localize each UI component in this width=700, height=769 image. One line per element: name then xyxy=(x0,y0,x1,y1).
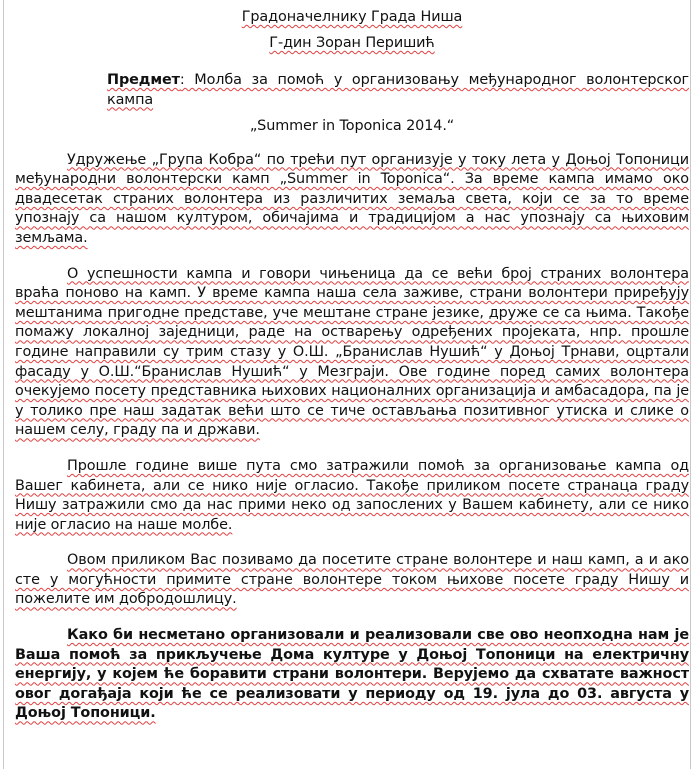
paragraph-intro xyxy=(15,151,689,249)
paragraph-previous-requests xyxy=(15,457,689,535)
addressee-line xyxy=(15,8,689,34)
subject-line xyxy=(15,71,689,107)
addressee-text: Градоначелнику Града Ниша xyxy=(241,9,463,25)
paragraph-request-text: Како би несметано организовали и реализовали све ово неопходна нам је Ваша помоћ за прикључење Дома културе у Доњој Топоници на електричну енергију, у којем ће боравити страни волонтери. Верујемо да схватате важност овог догађаја који ће се реализовати у периоду од 19. јула до 03. августа у Доњој Топоници. xyxy=(15,627,689,722)
subject-text: : Молба за помоћ у организовању међународног волонтерског кампа xyxy=(107,72,689,108)
paragraph-success-text: О успешности кампа и говори чињеница да се већи број страних волонтера враћа поново на камп. У време кампа наша села заживе, страни волонтери приређују мештанима пригодне представе, уче мештане стране језике, друже се са њима. Такође помажу локалној заједници, раде на остварењу одређених пројеката, нпр. прошле године направили су трим стазу у О.Ш. „Бранислав Нушић“ у Доњој Трнави, оцртали фасаду у О.Ш.“Бранислав Нушић“ у Мезграји. Ове године поред самих волонтера очекујемо посету представника њихових националних организација и амбасадора, па је у толико пре наш задатак већи што се тиче остављања позитивног утиска и слике о нашем селу, граду па и држави. xyxy=(15,265,689,439)
camp-name-text: „Summer in Toponica 2014.“ xyxy=(249,118,455,134)
paragraph-previous-requests-text: Прошле године више пута смо затражили помоћ за организовање кампа од Вашег кабинета, али се нико није огласио. Такође приликом посете странаца граду Нишу затражили смо да нас прими неко од запослених у Вашем кабинету, али се нико није огласио на наше молбе. xyxy=(15,457,689,533)
letter-body xyxy=(15,8,689,740)
salutation-line xyxy=(15,34,689,71)
paragraph-intro-text: Удружење „Група Кобра“ по трећи пут организује у току лета у Доњој Топоници међународни волонтерски камп „Summer in Toponica“. За време кампа имамо око двадесетак страних волонтера из различитих земаља света, који се за то време упознају са нашом културом, обичајима и традицијом а нас упознају са њиховим земљама. xyxy=(15,151,689,246)
paragraph-request xyxy=(15,626,689,724)
document-page xyxy=(3,0,691,769)
salutation-text: Г-дин Зоран Перишић xyxy=(269,35,435,51)
subject-label: Предмет xyxy=(107,72,180,88)
paragraph-success xyxy=(15,265,689,441)
camp-name xyxy=(15,117,689,137)
paragraph-invitation-text: Овом приликом Вас позивамо да посетите стране волонтере и наш камп, а и ако сте у могућности примите стране волонтере током њихове посете граду Нишу и пожелите им добродошлицу. xyxy=(15,552,689,608)
paragraph-invitation xyxy=(15,551,689,610)
